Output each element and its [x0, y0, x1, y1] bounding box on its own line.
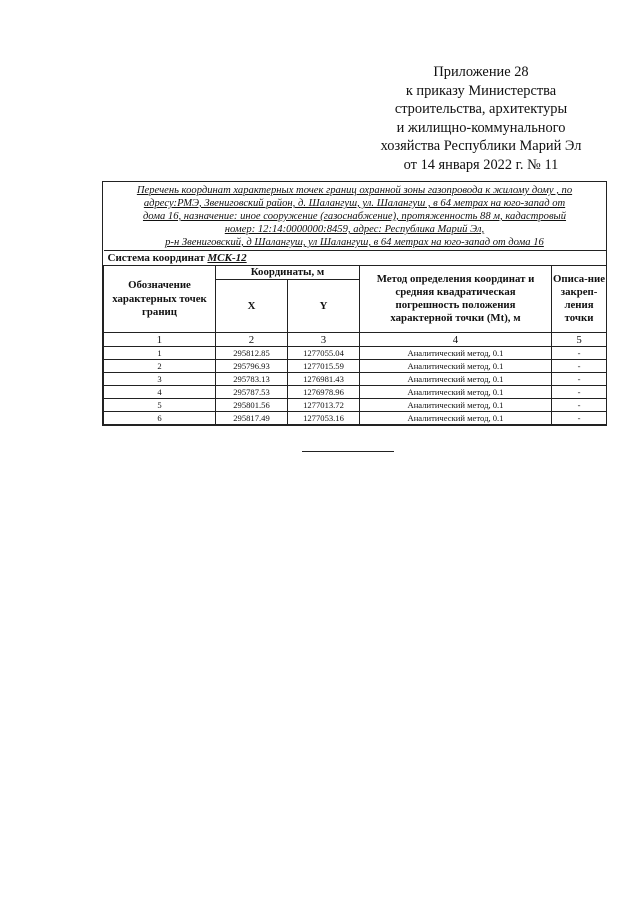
coordinates-block	[102, 181, 607, 426]
description: -	[552, 373, 607, 386]
coord-y: 1277055.04	[288, 347, 360, 360]
column-number: 5	[552, 333, 607, 347]
coord-x: 295817.49	[216, 412, 288, 425]
point-id: 2	[104, 360, 216, 373]
method: Аналитический метод, 0.1	[360, 386, 552, 399]
appendix-header	[350, 63, 612, 175]
column-number: 4	[360, 333, 552, 347]
column-number: 1	[104, 333, 216, 347]
col-header-description: Описа-ние закреп-ления точки	[552, 266, 607, 333]
point-id: 3	[104, 373, 216, 386]
header-line: Приложение 28	[433, 64, 529, 80]
coord-y: 1277013.72	[288, 399, 360, 412]
point-id: 6	[104, 412, 216, 425]
coordinate-system-value: МСК-12	[207, 252, 247, 264]
table-row	[104, 386, 607, 399]
table-caption	[103, 182, 606, 250]
description: -	[552, 412, 607, 425]
method: Аналитический метод, 0.1	[360, 399, 552, 412]
header-line: строительства, архитектуры	[394, 101, 568, 118]
coordinate-system-label: Система координат	[107, 252, 205, 264]
col-header-y: Y	[288, 280, 360, 333]
col-header-method: Метод определения координат и средняя квадратическая погрешность положения характерной точки (Mt), м	[360, 266, 552, 333]
method: Аналитический метод, 0.1	[360, 412, 552, 425]
description: -	[552, 347, 607, 360]
coord-y: 1277053.16	[288, 412, 360, 425]
point-id: 1	[104, 347, 216, 360]
table-row	[104, 412, 607, 425]
header-line: и жилищно-коммунального	[396, 119, 566, 136]
description: -	[552, 360, 607, 373]
coord-y: 1276981.43	[288, 373, 360, 386]
coord-y: 1277015.59	[288, 360, 360, 373]
end-divider	[302, 451, 394, 452]
caption-line: р-н Звениговский, д Шалангуш, ул Шалангуш, в 64 метрах на юго-запад от дома 16	[165, 237, 544, 248]
header-line: хозяйства Республики Марий Эл	[380, 138, 582, 155]
point-id: 4	[104, 386, 216, 399]
caption-line: Перечень координат характерных точек границ охранной зоны газопровода к жилому дому , по	[136, 185, 573, 196]
description: -	[552, 386, 607, 399]
column-number: 3	[288, 333, 360, 347]
table-row	[104, 399, 607, 412]
point-id: 5	[104, 399, 216, 412]
col-header-x: X	[216, 280, 288, 333]
table-row	[104, 360, 607, 373]
coordinate-system-row	[104, 251, 607, 266]
method: Аналитический метод, 0.1	[360, 347, 552, 360]
column-number: 2	[216, 333, 288, 347]
header-line: к приказу Министерства	[405, 82, 557, 99]
table-row	[104, 347, 607, 360]
table-row	[104, 373, 607, 386]
caption-line: адресу:РМЭ, Звениговский район, д. Шалангуш, ул. Шалангуш , в 64 метрах на юго-запад от	[143, 198, 566, 209]
description: -	[552, 399, 607, 412]
method: Аналитический метод, 0.1	[360, 360, 552, 373]
coordinates-table	[103, 250, 607, 425]
caption-line: номер: 12:14:0000000:8459, адрес: Республика Марий Эл,	[224, 224, 485, 235]
coord-x: 295812.85	[216, 347, 288, 360]
coord-x: 295783.13	[216, 373, 288, 386]
method: Аналитический метод, 0.1	[360, 373, 552, 386]
caption-line: дома 16, назначение: иное сооружение (газоснабжение), протяженность 88 м, кадастровый	[142, 211, 567, 222]
header-line: от 14 января 2022 г. № 11	[403, 156, 559, 173]
coord-x: 295796.93	[216, 360, 288, 373]
coord-x: 295801.56	[216, 399, 288, 412]
table-header-row	[104, 266, 607, 280]
col-header-coordinates: Координаты, м	[216, 266, 360, 280]
col-header-point: Обозначение характерных точек границ	[104, 266, 216, 333]
coord-x: 295787.53	[216, 386, 288, 399]
coord-y: 1276978.96	[288, 386, 360, 399]
column-number-row	[104, 333, 607, 347]
